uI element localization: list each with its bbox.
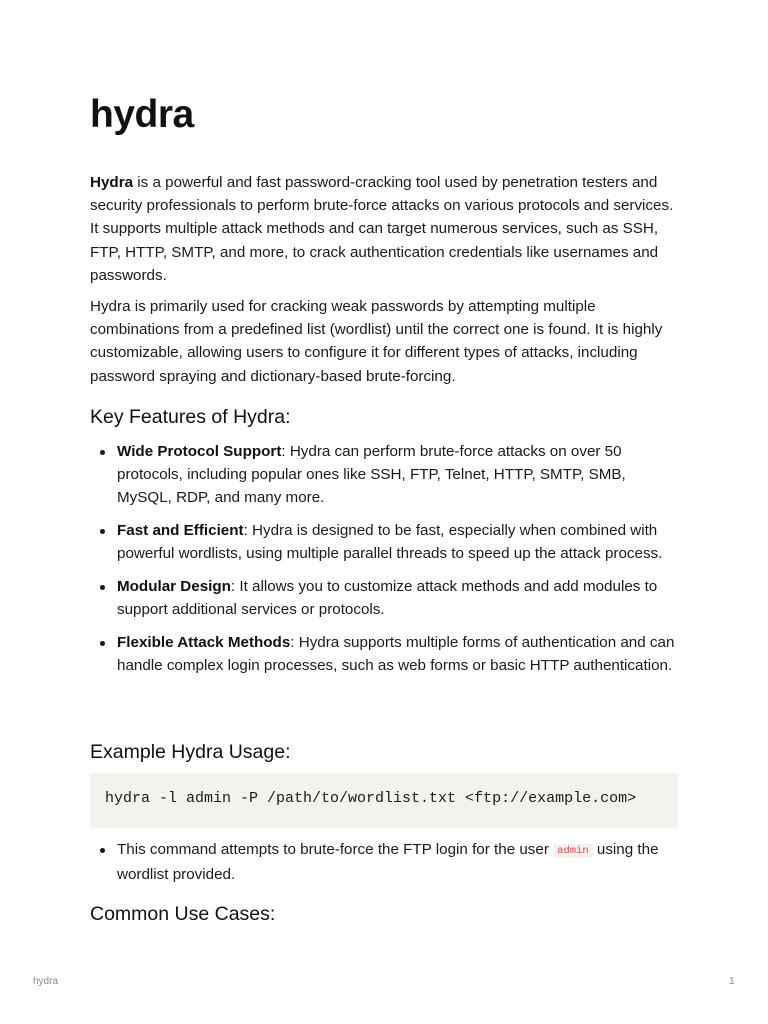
page-title: hydra [90, 93, 194, 136]
usage-note-text: This command attempts to brute-force the FTP login for the user [117, 841, 554, 858]
feature-label: Wide Protocol Support [117, 443, 282, 460]
feature-text: : Hydra can perform brute-force attacks on over 50 protocols, including popular ones like SSH, FTP, Telnet, HTTP, SMTP, SMB, MySQL, RDP, and many more. [117, 443, 626, 507]
feature-text: : It allows you to customize attack methods and add modules to support additional services or protocols. [117, 578, 658, 619]
feature-text: : Hydra supports multiple forms of authentication and can handle complex login processes, such as web forms or basic HTTP authentication. [117, 633, 675, 675]
intro-paragraph-2: Hydra is primarily used for cracking weak passwords by attempting multiple combinations from a predefined list (wordlist) until the correct one is found. It is highly customizable, allowing users to configure it for different types of attacks, including password spraying and dictionary-based brute-forcing. [90, 298, 663, 385]
feature-label: Fast and Efficient [117, 522, 244, 540]
feature-text: : Hydra is designed to be fast, especially when combined with powerful wordlists, using multiple parallel threads to speed up the attack process. [117, 522, 663, 563]
usage-heading: Example Hydra Usage: [90, 741, 291, 763]
feature-item [90, 440, 680, 510]
feature-item [90, 519, 680, 565]
usage-notes-list [90, 838, 680, 896]
inline-code: admin [553, 844, 593, 858]
feature-label: Modular Design [117, 578, 231, 596]
code-block: hydra -l admin -P /path/to/wordlist.txt <ftp://example.com> [90, 773, 678, 828]
intro-bold-term: Hydra [90, 174, 134, 191]
features-list [90, 440, 680, 687]
usage-note-text-end: using the wordlist provided. [117, 841, 659, 884]
footer-page-number: 1 [729, 976, 735, 987]
usage-note [90, 838, 680, 886]
intro-paragraph-1-text: is a powerful and fast password-cracking tool used by penetration testers and security professionals to perform brute-force attacks on various protocols and services. It supports multiple attack methods and can target numerous services, such as SSH, FTP, HTTP, SMTP, and more, to crack authentication credentials like usernames and passwords. [90, 174, 674, 284]
intro-paragraph-1 [90, 171, 680, 287]
features-heading: Key Features of Hydra: [90, 406, 291, 428]
footer-doc-name: hydra [33, 976, 59, 987]
feature-item [90, 631, 680, 677]
feature-item [90, 575, 680, 621]
common-use-cases-heading: Common Use Cases: [90, 903, 276, 925]
feature-label: Flexible Attack Methods [117, 633, 291, 651]
